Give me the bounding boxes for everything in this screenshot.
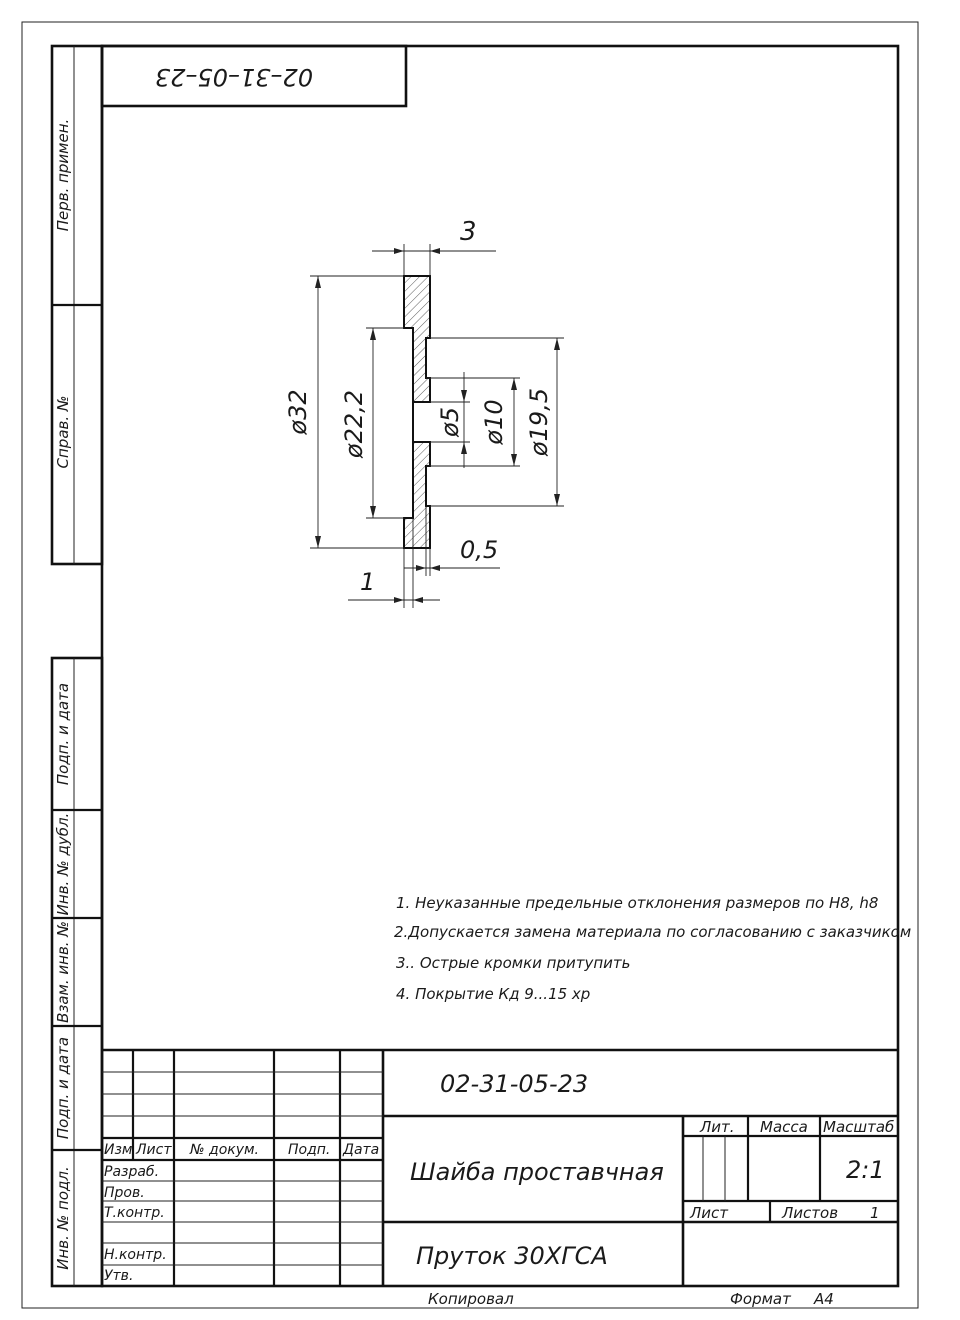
side-label-inv-orig: Инв. № подл. <box>54 1166 72 1270</box>
col-header-sign: Подп. <box>288 1142 331 1158</box>
main-frame <box>102 46 898 1286</box>
footer-copied: Копировал <box>428 1290 514 1308</box>
note-4: 4. Покрытие Кд 9...15 хр <box>396 985 591 1003</box>
lit-label: Лит. <box>700 1118 735 1136</box>
technical-notes <box>394 894 911 1003</box>
row-label-tech-control: Т.контр. <box>104 1205 165 1221</box>
note-1: 1. Неуказанные предельные отклонения размеров по H8, h8 <box>396 894 879 912</box>
row-label-checked: Пров. <box>104 1185 145 1201</box>
dim-d22: ø22,2 <box>340 389 368 459</box>
mass-label: Масса <box>760 1118 808 1136</box>
doc-stamp-code: 02–31–05–23 <box>154 63 314 91</box>
side-label-inv-dub: Инв. № дубл. <box>54 812 72 916</box>
dim-one: 1 <box>360 568 376 596</box>
note-2: 2.Допускается замена материала по согласованию с заказчиком <box>394 923 912 941</box>
side-label-sign-date-1: Подп. и дата <box>54 682 72 786</box>
scale-value: 2:1 <box>846 1156 885 1184</box>
sheets-label: Листов <box>782 1204 839 1222</box>
row-label-developed: Разраб. <box>104 1164 160 1180</box>
scale-label: Масштаб <box>823 1118 895 1136</box>
sheets-count: 1 <box>870 1204 880 1222</box>
dim-d5: ø5 <box>436 407 464 437</box>
dim-thickness: 3 <box>460 217 477 247</box>
dim-d32: ø32 <box>284 389 312 435</box>
col-header-doc: № докум. <box>190 1142 260 1158</box>
side-label-ref-no: Справ. № <box>54 395 72 469</box>
side-label-sign-date-2: Подп. и дата <box>54 1036 72 1140</box>
footer-format-label: Формат <box>730 1290 791 1308</box>
col-header-date: Дата <box>343 1142 380 1158</box>
side-label-first-use: Перв. примен. <box>54 118 72 232</box>
title-doc-code: 02-31-05-23 <box>440 1070 589 1098</box>
col-header-izm: Изм <box>104 1142 133 1158</box>
side-label-inv-replace: Взам. инв. № <box>54 921 72 1023</box>
dim-d19: ø19,5 <box>525 387 553 457</box>
row-label-approved: Утв. <box>104 1268 134 1284</box>
footer-format-value: A4 <box>814 1290 834 1308</box>
dim-d10: ø10 <box>480 399 508 445</box>
dim-half: 0,5 <box>460 536 499 564</box>
row-label-norm-control: Н.контр. <box>104 1247 167 1263</box>
material: Пруток 30ХГСА <box>416 1242 608 1270</box>
col-header-list: Лист <box>136 1142 172 1158</box>
note-3: 3.. Острые кромки притупить <box>396 954 631 972</box>
part-name: Шайба проставчная <box>410 1158 664 1186</box>
sheet-label: Лист <box>690 1204 729 1222</box>
